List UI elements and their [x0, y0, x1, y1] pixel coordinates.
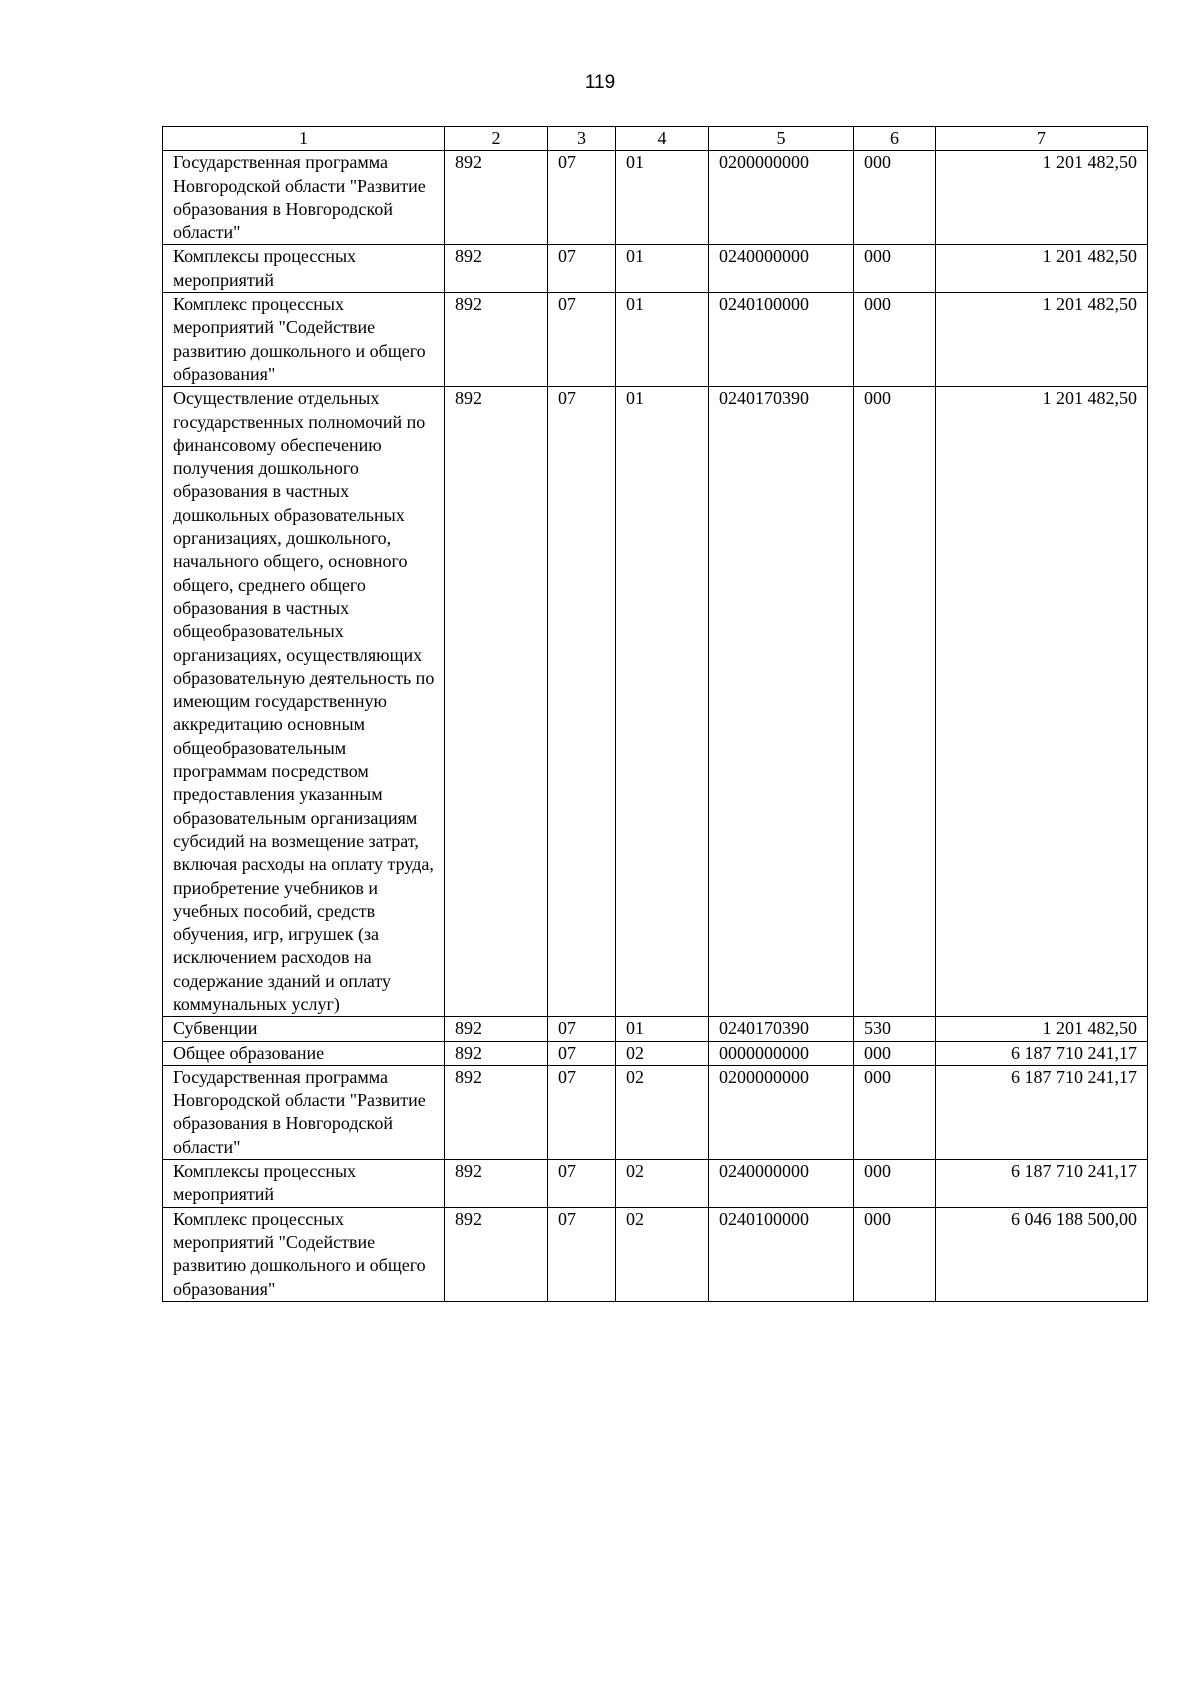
row-name: Комплекс процессных мероприятий "Содействие развитию дошкольного и общего образования" [163, 293, 445, 387]
row-name: Общее образование [163, 1041, 445, 1065]
row-expense-type: 000 [854, 151, 936, 245]
table-row [163, 387, 1148, 1017]
row-amount: 1 201 482,50 [936, 151, 1148, 245]
row-name: Государственная программа Новгородской области "Развитие образования в Новгородской области" [163, 1065, 445, 1159]
row-target-code: 0240000000 [709, 245, 854, 293]
row-target-code: 0200000000 [709, 151, 854, 245]
table-row [163, 1207, 1148, 1301]
row-code: 892 [445, 387, 548, 1017]
row-section: 07 [548, 1041, 616, 1065]
table-row [163, 293, 1148, 387]
row-section: 07 [548, 1160, 616, 1208]
header-cell: 7 [936, 127, 1148, 151]
page-number: 119 [584, 72, 616, 93]
row-expense-type: 000 [854, 1065, 936, 1159]
row-subsection: 01 [616, 1017, 709, 1041]
budget-table [162, 126, 1148, 1302]
row-expense-type: 530 [854, 1017, 936, 1041]
row-section: 07 [548, 1017, 616, 1041]
row-target-code: 0240100000 [709, 1207, 854, 1301]
row-target-code: 0240000000 [709, 1160, 854, 1208]
row-code: 892 [445, 1207, 548, 1301]
header-row [163, 127, 1148, 151]
row-name: Комплексы процессных мероприятий [163, 245, 445, 293]
row-expense-type: 000 [854, 293, 936, 387]
row-subsection: 02 [616, 1065, 709, 1159]
row-amount: 6 187 710 241,17 [936, 1041, 1148, 1065]
row-section: 07 [548, 245, 616, 293]
row-code: 892 [445, 1017, 548, 1041]
header-cell: 1 [163, 127, 445, 151]
row-section: 07 [548, 151, 616, 245]
table-row [163, 1065, 1148, 1159]
row-subsection: 01 [616, 293, 709, 387]
row-target-code: 0240100000 [709, 293, 854, 387]
header-cell: 5 [709, 127, 854, 151]
row-subsection: 02 [616, 1041, 709, 1065]
row-code: 892 [445, 1041, 548, 1065]
row-target-code: 0240170390 [709, 1017, 854, 1041]
row-subsection: 02 [616, 1207, 709, 1301]
row-code: 892 [445, 245, 548, 293]
row-code: 892 [445, 151, 548, 245]
row-section: 07 [548, 387, 616, 1017]
row-amount: 6 046 188 500,00 [936, 1207, 1148, 1301]
row-amount: 1 201 482,50 [936, 387, 1148, 1017]
row-amount: 6 187 710 241,17 [936, 1065, 1148, 1159]
header-cell: 6 [854, 127, 936, 151]
table-row [163, 1041, 1148, 1065]
table-row [163, 151, 1148, 245]
row-amount: 1 201 482,50 [936, 293, 1148, 387]
row-section: 07 [548, 1065, 616, 1159]
row-amount: 6 187 710 241,17 [936, 1160, 1148, 1208]
table-row [163, 245, 1148, 293]
row-target-code: 0200000000 [709, 1065, 854, 1159]
header-cell: 3 [548, 127, 616, 151]
row-target-code: 0000000000 [709, 1041, 854, 1065]
row-expense-type: 000 [854, 245, 936, 293]
table-row [163, 1160, 1148, 1208]
row-amount: 1 201 482,50 [936, 245, 1148, 293]
row-expense-type: 000 [854, 387, 936, 1017]
row-name: Комплекс процессных мероприятий "Содействие развитию дошкольного и общего образования" [163, 1207, 445, 1301]
row-target-code: 0240170390 [709, 387, 854, 1017]
row-section: 07 [548, 1207, 616, 1301]
header-cell: 2 [445, 127, 548, 151]
row-section: 07 [548, 293, 616, 387]
row-expense-type: 000 [854, 1160, 936, 1208]
row-name: Осуществление отдельных государственных полномочий по финансовому обеспечению получения дошкольного образования в частных дошкольных образовательных организациях, дошкольного, начального общего, основного общего, среднего общего образования в частных общеобразовательных организациях, осуществляющих образовательную деятельность по имеющим государственную аккредитацию основным общеобразовательным программам посредством предоставления указанным образовательным организациям субсидий на возмещение затрат, включая расходы на оплату труда, приобретение учебников и учебных пособий, средств обучения, игр, игрушек (за исключением расходов на содержание зданий и оплату коммунальных услуг) [163, 387, 445, 1017]
row-expense-type: 000 [854, 1207, 936, 1301]
row-expense-type: 000 [854, 1041, 936, 1065]
row-name: Комплексы процессных мероприятий [163, 1160, 445, 1208]
header-cell: 4 [616, 127, 709, 151]
row-amount: 1 201 482,50 [936, 1017, 1148, 1041]
row-subsection: 02 [616, 1160, 709, 1208]
row-subsection: 01 [616, 151, 709, 245]
row-code: 892 [445, 1160, 548, 1208]
row-name: Государственная программа Новгородской области "Развитие образования в Новгородской области" [163, 151, 445, 245]
row-code: 892 [445, 1065, 548, 1159]
row-subsection: 01 [616, 245, 709, 293]
row-subsection: 01 [616, 387, 709, 1017]
row-name: Субвенции [163, 1017, 445, 1041]
row-code: 892 [445, 293, 548, 387]
table-row [163, 1017, 1148, 1041]
